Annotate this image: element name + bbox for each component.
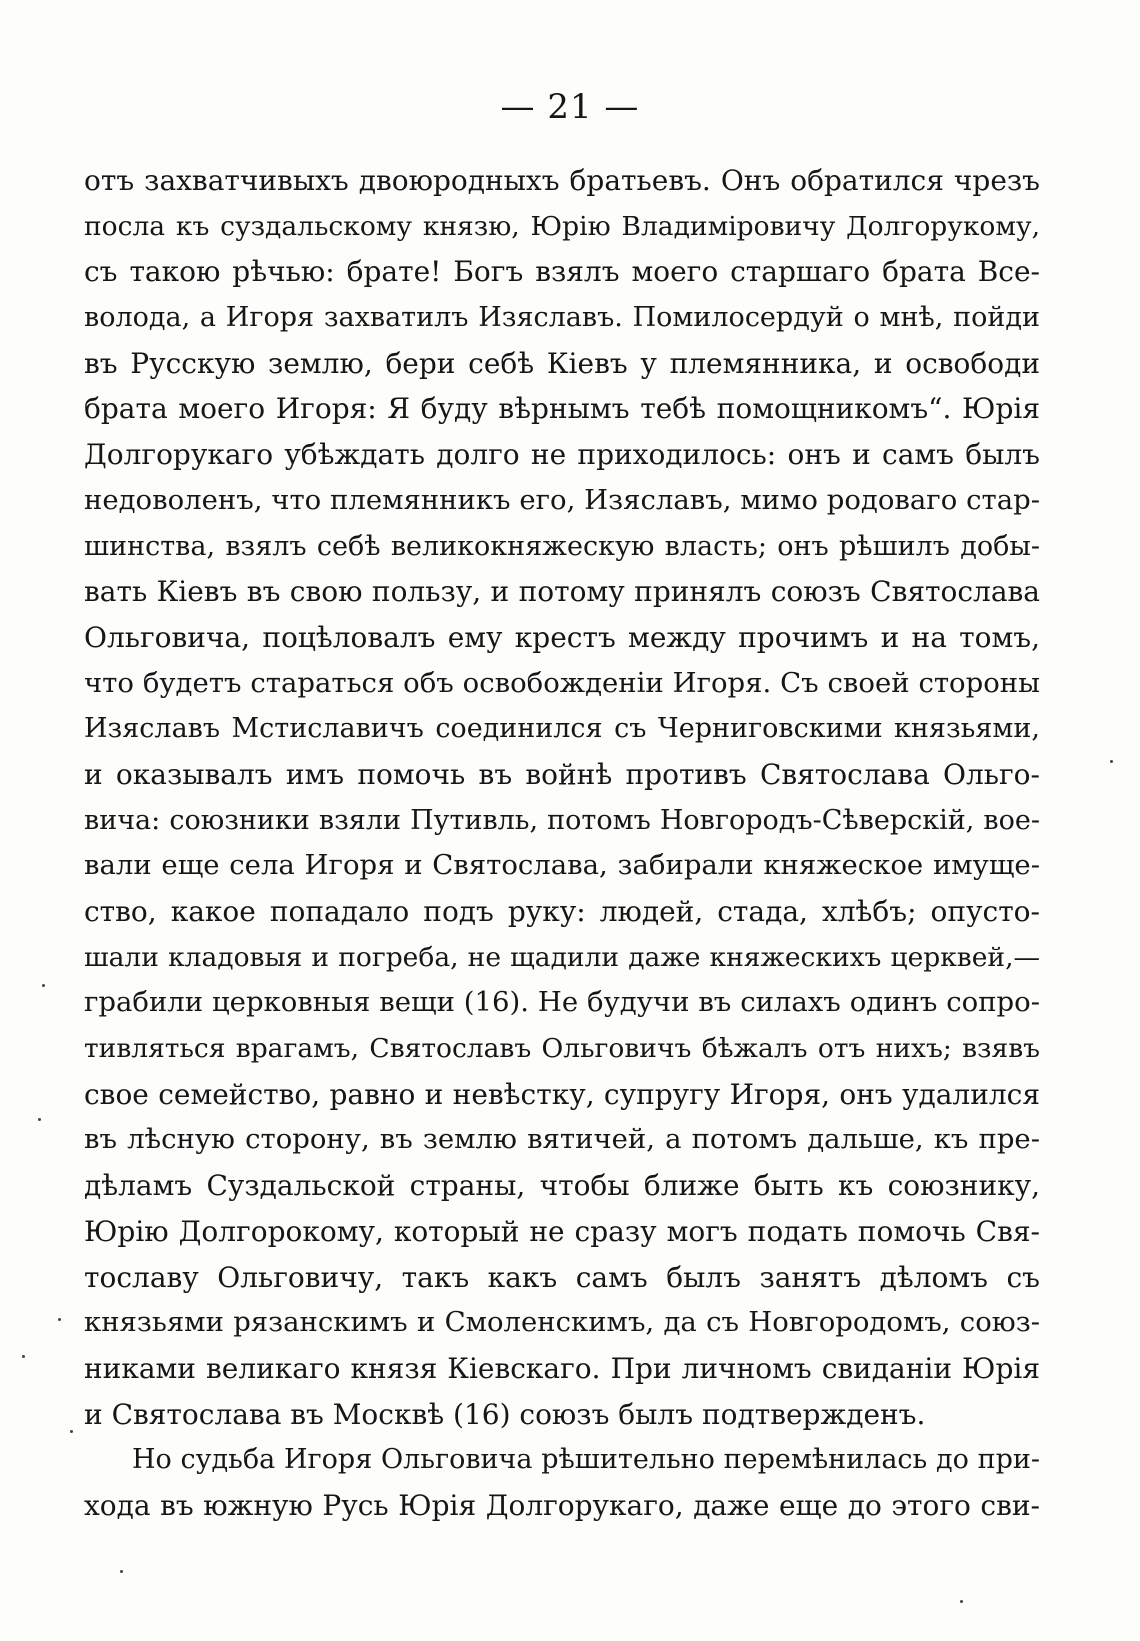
text-line: волода, а Игоря захватилъ Изяславъ. Помилосердуй о мнѣ, пойди bbox=[84, 302, 1040, 334]
text-line: Изяславъ Мстиславичъ соединился съ Черниговскими князьями, bbox=[84, 713, 1040, 745]
scan-speck bbox=[38, 1118, 41, 1121]
text-line: брата моего Игоря: Я буду вѣрнымъ тебѣ помощникомъ“. Юрія bbox=[84, 392, 1040, 426]
text-line: Ольговича, поцѣловалъ ему крестъ между прочимъ и на томъ, bbox=[84, 620, 1040, 654]
text-line: грабили церковныя вещи (16). Не будучи въ силахъ одинъ сопро- bbox=[84, 986, 1040, 1019]
text-line: недоволенъ, что племянникъ его, Изяславъ, мимо родоваго стар- bbox=[84, 483, 1040, 516]
text-line: шали кладовыя и погреба, не щадили даже княжескихъ церквей,— bbox=[84, 941, 1040, 973]
scan-speck bbox=[58, 1318, 61, 1321]
scan-speck bbox=[960, 1600, 963, 1603]
text-line: вича: союзники взяли Путивль, потомъ Новгородъ-Сѣверскій, вое- bbox=[84, 804, 1040, 836]
body-text bbox=[84, 158, 1040, 1529]
text-line: вать Кіевъ въ свою пользу, и потому принялъ союзъ Святослава bbox=[84, 575, 1040, 609]
scan-speck bbox=[120, 1570, 123, 1573]
text-line: отъ захватчивыхъ двоюродныхъ братьевъ. Онъ обратился чрезъ bbox=[84, 164, 1040, 197]
text-line: дѣламъ Суздальской страны, чтобы ближе быть къ союзнику, bbox=[84, 1169, 1040, 1203]
scan-speck bbox=[22, 1355, 25, 1358]
text-line: въ лѣсную сторону, въ землю вятичей, а потомъ дальше, къ пре- bbox=[84, 1123, 1040, 1156]
text-line: и оказывалъ имъ помочь въ войнѣ противъ Святослава Ольго- bbox=[84, 757, 1040, 791]
text-line: князьями рязанскимъ и Смоленскимъ, да съ Новгородомъ, союз- bbox=[84, 1306, 1040, 1339]
text-line: тославу Ольговичу, такъ какъ самъ былъ занятъ дѣломъ съ bbox=[84, 1260, 1040, 1294]
text-line: и Святослава въ Москвѣ (16) союзъ былъ подтвержденъ. bbox=[84, 1397, 926, 1431]
text-line: Долгорукаго убѣждать долго не приходилось: онъ и самъ былъ bbox=[84, 438, 1040, 472]
scan-speck bbox=[70, 1430, 73, 1433]
text-line: шинства, взялъ себѣ великокняжескую власть; онъ рѣшилъ добы- bbox=[84, 530, 1040, 562]
text-line: никами великаго князя Кіевскаго. При личномъ свиданіи Юрія bbox=[84, 1351, 1040, 1385]
scan-speck bbox=[42, 984, 45, 987]
text-line: свое семейство, равно и невѣстку, супругу Игоря, онъ удалился bbox=[84, 1077, 1040, 1111]
text-line: хода въ южную Русь Юрія Долгорукаго, даже еще до этого сви- bbox=[84, 1488, 1040, 1522]
text-line: ство, какое попадало подъ руку: людей, стада, хлѣбъ; опусто- bbox=[84, 895, 1040, 928]
text-line: съ такою рѣчью: брате! Богъ взялъ моего старшаго брата Все- bbox=[84, 255, 1040, 289]
page-number: — 21 — bbox=[500, 87, 640, 127]
text-line: что будетъ стараться объ освобожденіи Игоря. Съ своей стороны bbox=[84, 666, 1040, 699]
text-line: тивляться врагамъ, Святославъ Ольговичъ бѣжалъ отъ нихъ; взявъ bbox=[84, 1033, 1040, 1065]
text-line: посла къ суздальскому князю, Юрію Владиміровичу Долгорукому, bbox=[84, 210, 1040, 242]
text-line: Юрію Долгорокому, который не сразу могъ подать помочь Свя- bbox=[84, 1214, 1040, 1248]
text-line: въ Русскую землю, бери себѣ Кіевъ у племянника, и освободи bbox=[84, 346, 1040, 380]
paragraph-first-line: Но судьба Игоря Ольговича рѣшительно перемѣнилась до при- bbox=[132, 1444, 1040, 1476]
scan-speck bbox=[1110, 760, 1113, 763]
text-line: вали еще села Игоря и Святослава, забирали княжеское имуще- bbox=[84, 849, 1040, 882]
